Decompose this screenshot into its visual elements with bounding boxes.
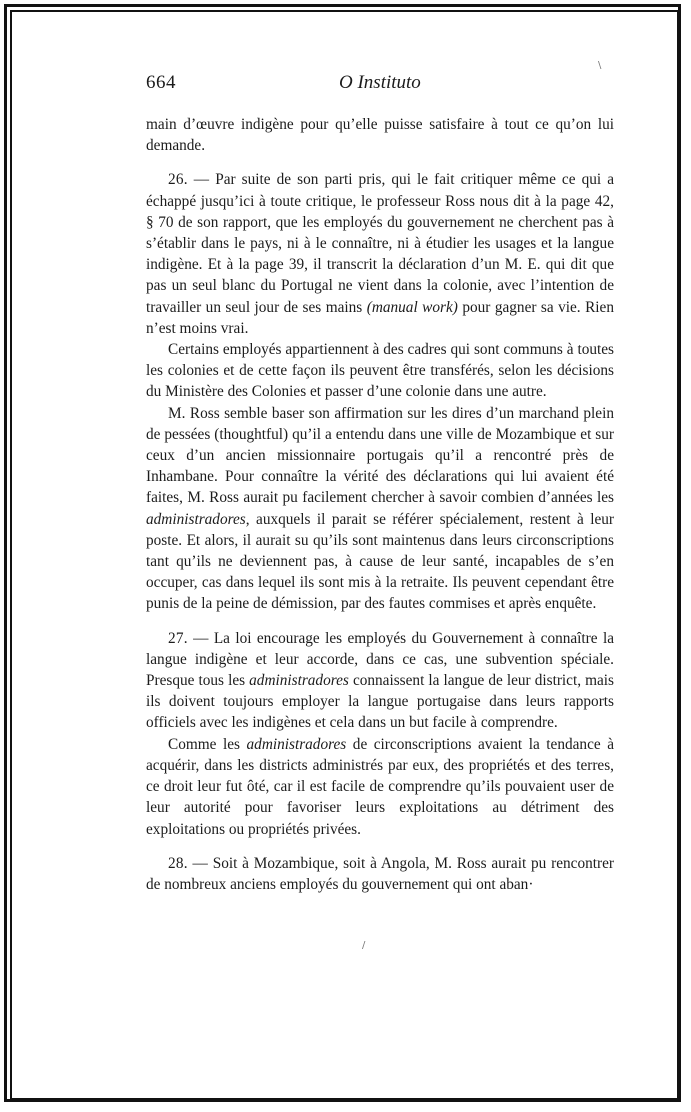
paragraph-26-1-text-a: Par suite de son parti pris, qui le fait critiquer même ce qui a échappé jusqu’ici à toute critique, le professeur Ross nous dit à la page 42, § 70 de son rapport, que les employés du gouvernement ne cherchent pas à s’établir dans le pays, ni à le connaître, ni à étudier les usages et la langue indigène. Et à la page 39, il transcrit la déclaration d’un M. E. qui dit que pas un seul blanc du Portugal ne vient dans la colonie, avec l’intention de travailler un seul jour de ses mains [146,171,614,316]
running-title: O Instituto [339,72,421,93]
paragraph-26-3-italic: administradores [146,510,246,528]
paragraph-27-2-text-a: Comme les [168,735,247,753]
scan-speck: \ [598,60,602,71]
section-number-28: 28. [168,854,188,872]
paragraph-28-1 [146,853,614,895]
paragraph-28-1-text: Soit à Mozambique, soit à Angola, M. Ross aurait pu rencontrer de nombreux anciens employés du gouvernement qui ont aban· [146,854,614,893]
paragraph-27-1-text-b: connaissent la langue de leur district, mais ils doivent toujours employer la langue portugaise dans leurs rapports officiels avec les indigènes et cela dans un but facile à comprendre. [146,672,614,732]
section-dash: — [187,854,213,872]
paragraph-27-1-italic: administradores [249,672,349,690]
paragraph-26-1-italic: (manual work) [366,298,458,316]
running-header [146,72,614,100]
paragraph-27-1 [146,628,614,734]
section-dash: — [187,629,214,647]
paragraph-26-2: Certains employés appartiennent à des cadres qui sont communs à toutes les colonies et de cette façon ils peuvent être transférés, selon les décisions du Ministère des Colonies et passer d’une colonie dans une autre. [146,341,614,401]
paragraph-26-1-text-b: pour gagner sa vie. Rien n’est moins vrai. [146,298,614,337]
paragraph-27-2-text-b: de circonscriptions avaient la tendance à acquérir, dans les districts administrés par eux, des propriétés et des terres, ce droit leur fut ôté, car il est facile de comprendre qu’ils pouvaient user de leur autorité pour favoriser leurs exploitations au détriment des exploitations ou propriétés privées. [146,735,614,838]
scan-speck: / [362,940,366,951]
paragraph-26-3-text-b: , auxquels il parait se référer spécialement, restent à leur poste. Et alors, il aurait su qu’ils sont maintenus dans leurs circonscriptions tant qu’ils ne deviennent pas, à cause de leur santé, incapables de s’en occuper, cas dans lequel ils sont mis à la retraite. Ils peuvent cependant être punis de la peine de démission, par des fautes commises et après enquête. [146,510,614,613]
paragraph-26-3 [146,403,614,615]
paragraph-27-2 [146,734,614,840]
paragraph-27-1-text-a: La loi encourage les employés du Gouvernement à connaître la langue indigène et leur accorde, dans ce cas, une subvention spéciale. Presque tous les [146,629,614,690]
paragraph-27-2-italic: administradores [246,735,347,753]
section-number-27: 27. [168,629,188,647]
section-dash: — [187,171,216,189]
page-number: 664 [146,72,176,93]
body-text [146,114,614,895]
paragraph-26-1 [146,169,614,339]
continuation-paragraph: main d’œuvre indigène pour qu’elle puisse satisfaire à tout ce qu’on lui demande. [146,116,614,155]
paragraph-26-3-text-a: M. Ross semble baser son affirmation sur les dires d’un marchand plein de pessées (thoughtful) qu’il a entendu dans une ville de Mozambique et sur ceux d’un ancien missionnaire portugais qu’il a rencontré près de Inhambane. Pour connaître la vérité des déclarations qui lui avaient été faites, M. Ross aurait pu facilement chercher à savoir combien d’années les [146,404,614,507]
section-number-26: 26. [168,171,188,189]
